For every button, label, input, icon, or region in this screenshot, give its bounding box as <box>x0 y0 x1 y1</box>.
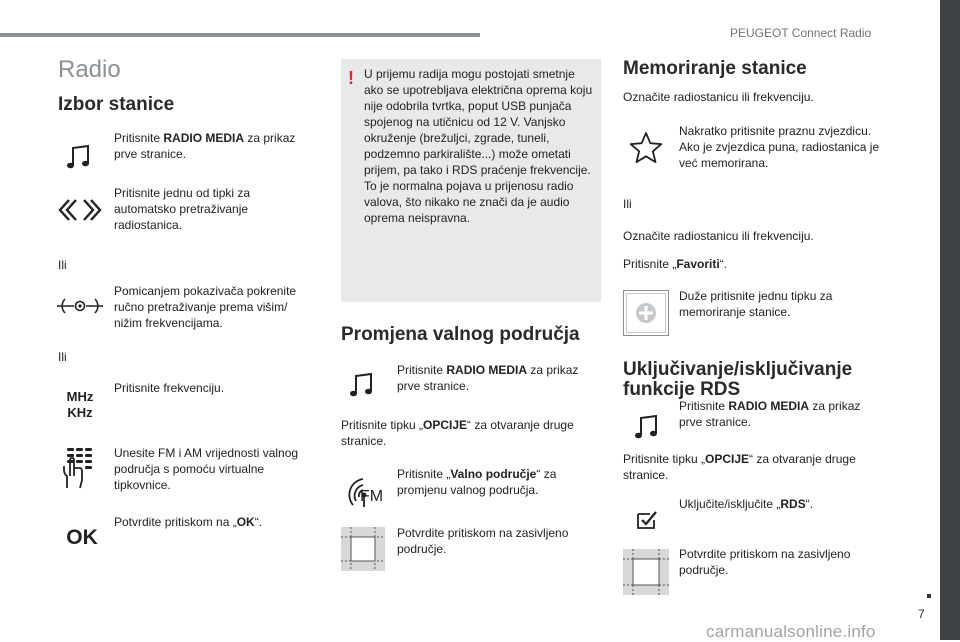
music-note-icon <box>60 138 98 176</box>
mhz-khz-icon <box>60 388 100 422</box>
text-manual-search: Pomicanjem pokazivača pokrenite ručno pretraživanje prema višim/ nižim frekvencijama. <box>114 284 297 330</box>
star-empty-icon <box>626 128 666 168</box>
page-sidebar <box>940 0 960 640</box>
text-band-button: Pritisnite „Valno područje“ za promjenu valnog područja. <box>397 467 557 497</box>
page-title: Radio <box>58 56 121 83</box>
text-confirm-ok: Potvrdite pritiskom na „OK“. <box>114 515 263 529</box>
text-radio-media-3: Pritisnite RADIO MEDIA za prikaz prve stranice. <box>679 399 861 429</box>
mhz-label: MHz <box>66 389 94 404</box>
text-options-2: Pritisnite tipku „OPCIJE“ za otvaranje druge stranice. <box>623 452 856 482</box>
khz-label: KHz <box>67 405 93 420</box>
text-confirm-grey-2: Potvrdite pritiskom na zasivljeno područje. <box>679 547 851 577</box>
text-long-press: Duže pritisnite jednu tipku za memoriranje stanice. <box>679 289 833 319</box>
text-radio-media-1: Pritisnite RADIO MEDIA za prikaz prve stranice. <box>114 131 296 161</box>
seek-arrows-icon <box>56 196 104 224</box>
add-preset-icon <box>623 290 669 336</box>
text-radio-media-2: Pritisnite RADIO MEDIA za prikaz prve stranice. <box>397 363 579 393</box>
tuning-slider-icon <box>54 292 106 320</box>
ok-icon: OK <box>66 526 98 549</box>
text-press-star: Nakratko pritisnite praznu zvjezdicu. Ako je zvjezdica puna, radiostanica je već memorirana. <box>679 124 880 170</box>
watermark: carmanualsonline.info <box>706 622 876 641</box>
warning-text: U prijemu radija mogu postojati smetnje ako se upotrebljava električna oprema koju nije odobrila tvrtka, poput USB punjača spojenog na utičnicu od 12 V. Vanjsko okruženje (brežuljci, zgrade, tuneli, podzemno parkiralište...) može ometati prijem, pa tako i RDS praćenje frekvencije. To je normalna pojava u prijenosu radio valova, što nikako ne znači da je audio oprema neispravna. <box>364 67 593 225</box>
radio-wave-fm-icon <box>342 474 388 510</box>
text-select-station-2: Označite radiostanicu ili frekvenciju. <box>623 229 814 243</box>
text-confirm-grey-1: Potvrdite pritiskom na zasivljeno područje. <box>397 526 569 556</box>
header-bar <box>0 33 480 37</box>
text-ili-1: Ili <box>58 258 67 272</box>
music-note-icon-2 <box>343 366 381 404</box>
section-heading-band-change: Promjena valnog područja <box>341 324 580 345</box>
fm-label: FM <box>360 488 384 505</box>
page-number: 7 <box>918 607 925 621</box>
section-heading-memorize: Memoriranje stanice <box>623 58 807 79</box>
text-options-1: Pritisnite tipku „OPCIJE“ za otvaranje druge stranice. <box>341 418 574 448</box>
section-heading-rds: Uključivanje/isključivanje funkcije RDS <box>623 359 853 400</box>
text-virtual-keyboard: Unesite FM i AM vrijednosti valnog područja s pomoću virtualne tipkovnice. <box>114 446 299 492</box>
music-note-icon-3 <box>628 408 666 446</box>
section-heading-station-select: Izbor stanice <box>58 94 175 115</box>
grey-area-icon <box>341 527 385 571</box>
text-toggle-rds: Uključite/isključite „RDS“. <box>679 497 814 511</box>
header-title: PEUGEOT Connect Radio <box>730 26 872 40</box>
text-ili-3: Ili <box>623 197 632 211</box>
warning-icon: ! <box>348 68 354 88</box>
checkbox-checked-icon <box>634 508 660 532</box>
text-select-station-1: Označite radiostanicu ili frekvenciju. <box>623 90 814 104</box>
text-press-frequency: Pritisnite frekvenciju. <box>114 381 225 395</box>
page-dot <box>927 594 931 598</box>
text-press-favorites: Pritisnite „Favoriti“. <box>623 257 728 271</box>
text-ili-2: Ili <box>58 350 67 364</box>
grey-area-icon-2 <box>623 549 669 595</box>
text-auto-search: Pritisnite jednu od tipki za automatsko pretraživanje radiostanica. <box>114 186 251 232</box>
keypad-hand-icon <box>60 446 100 490</box>
